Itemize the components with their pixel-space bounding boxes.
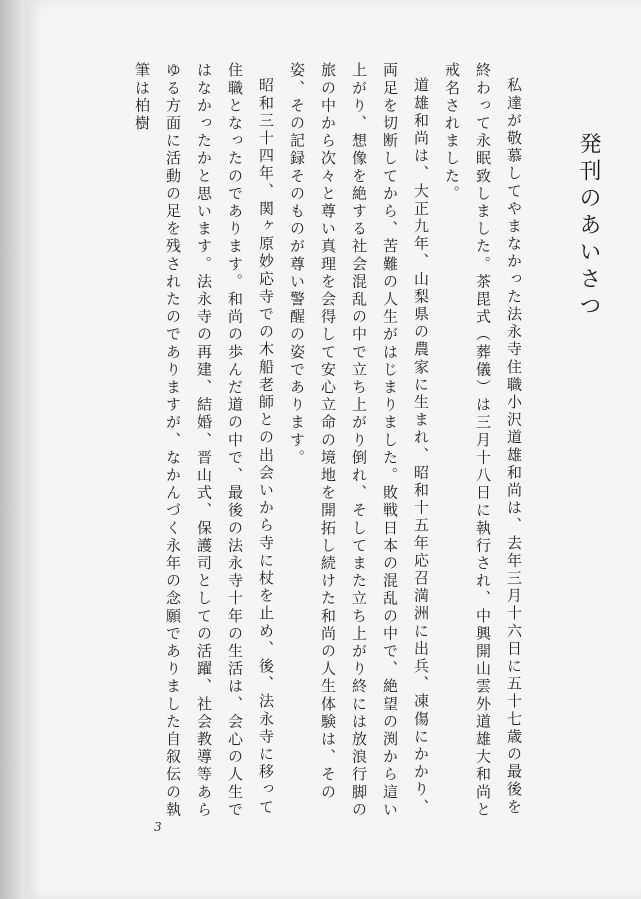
page-number: 3: [154, 820, 162, 834]
vertical-text-block: [126, 62, 599, 822]
paragraph-1: 私達が敬慕してやまなかった法永寺住職小沢道雄和尚は、去年三月十六日に五十七歳の最後を終わって永眠致しました。茶毘式（葬儀）は三月十八日に執行され、中興開山雲外道雄大和尚と戒名されました。: [443, 62, 523, 819]
book-gutter-shadow: [0, 0, 24, 899]
book-page: [24, 0, 641, 899]
paragraph-3: 昭和三十四年、関ヶ原妙応寺での木船老師との出会いから寺に杖を止め、後、法永寺に移って住職となったのであります。和尚の歩んだ道の中で、最後の法永寺十年の生活は、会心の人生ではなかったかと思います。法永寺の再建、結婚、晋山式、保護司としての活躍、社会教導等あらゆる方面に活動の足を残されたのでありますが、なかんづく永年の念願でありました自叙伝の執筆は柏樹: [133, 62, 275, 819]
paragraph-2: 道雄和尚は、大正九年、山梨県の農家に生まれ、昭和十五年応召満洲に出兵、凍傷にかかり、両足を切断してから、苦難の人生がはじまりました。敗戦日本の混乱の中で、絶望の渕から這い上がり、想像を絶する社会混乱の中で立ち上がり倒れ、そしてまた立ち上がり終には放浪行脚の旅の中から次々と尊い真理を会得して安心立命の境地を開拓し続けた和尚の人生体験は、その姿、その記録そのものが尊い警醒の姿であります。: [288, 62, 430, 819]
page-title: 発刊のあいさつ: [576, 132, 601, 321]
